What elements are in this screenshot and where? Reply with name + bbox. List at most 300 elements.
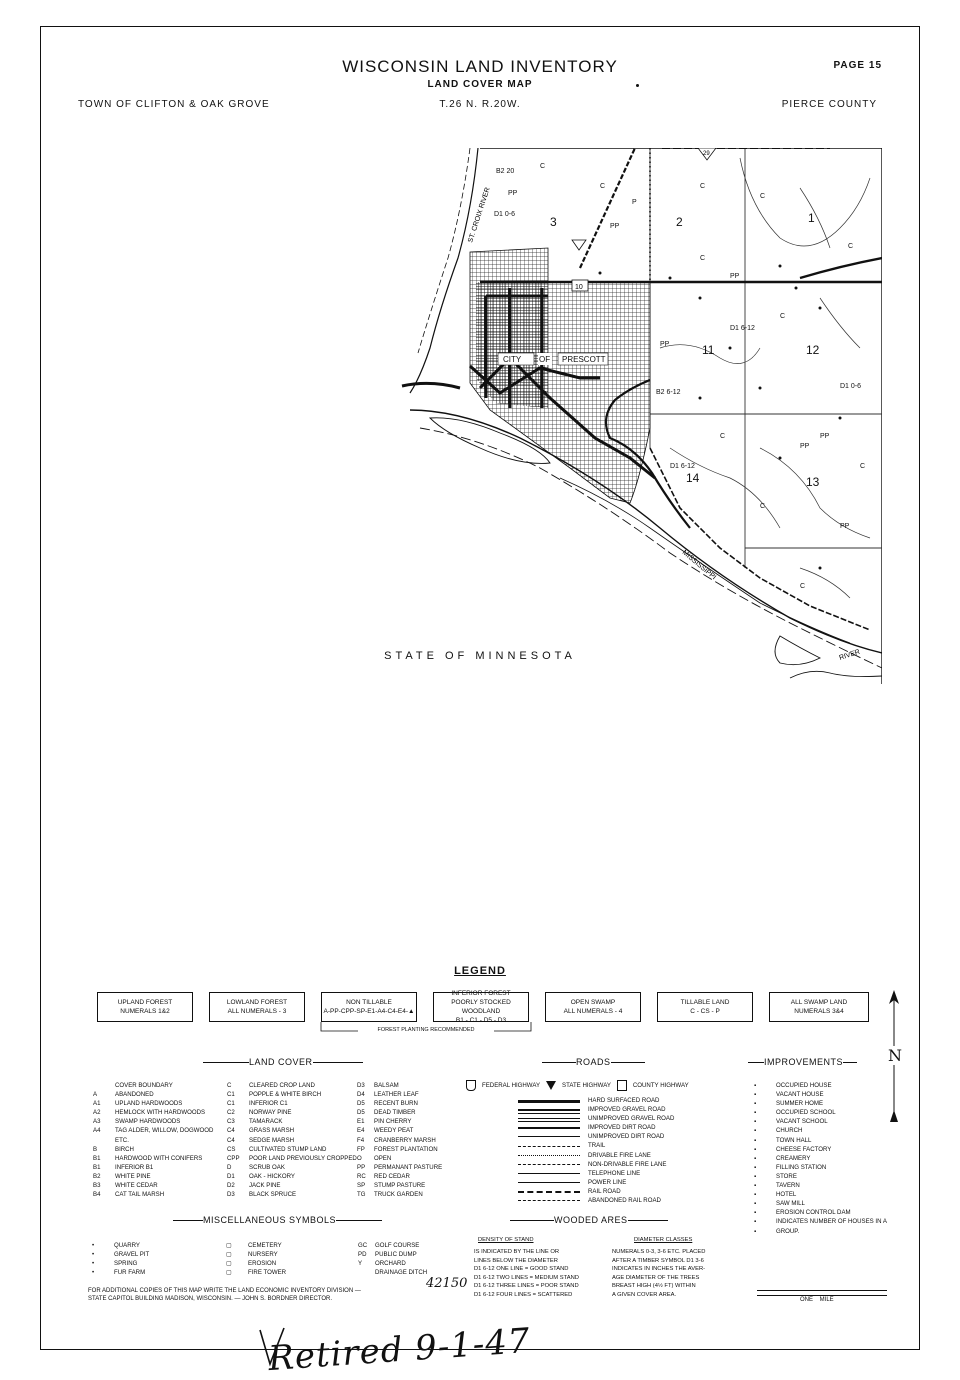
legend-label: FILLING STATION xyxy=(776,1163,827,1171)
legend-entry xyxy=(93,1172,213,1181)
road-line-symbol xyxy=(518,1132,580,1141)
legend-label: TAVERN xyxy=(776,1182,800,1190)
legend-entry xyxy=(357,1154,442,1163)
legend-label: TRAIL xyxy=(588,1142,606,1150)
legend-label: CHEESE FACTORY xyxy=(776,1145,832,1153)
legend-entry xyxy=(93,1190,213,1199)
legend-label: BLACK SPRUCE xyxy=(249,1191,297,1199)
legend-label: FOREST PLANTATION xyxy=(374,1145,438,1153)
legend-label: UNIMPROVED DIRT ROAD xyxy=(588,1133,665,1141)
legend-code: GC xyxy=(358,1242,368,1249)
section-14: 14 xyxy=(686,471,700,485)
legend-entry xyxy=(93,1126,213,1135)
legend-label: EROSION xyxy=(248,1260,277,1268)
legend-code: B xyxy=(93,1145,98,1153)
legend-label: VACANT HOUSE xyxy=(776,1091,824,1099)
legend-code: C4 xyxy=(227,1127,235,1135)
page-number: PAGE 15 xyxy=(833,60,882,71)
handwritten-number: 42150 xyxy=(426,1276,468,1291)
svg-text:C: C xyxy=(760,503,766,510)
legend-label: SAW MILL xyxy=(776,1200,805,1208)
symbol-icon: ▪ xyxy=(754,1191,757,1199)
road-line-symbol xyxy=(518,1114,580,1123)
legend-entry xyxy=(518,1123,674,1132)
legend-label: PERMANANT PASTURE xyxy=(374,1163,443,1171)
svg-text:B2 20: B2 20 xyxy=(496,168,515,175)
legend-line: AGE DIAMETER OF THE TREES xyxy=(612,1274,700,1281)
legend-code: C3 xyxy=(227,1118,235,1126)
svg-text:PP: PP xyxy=(610,223,620,230)
legend-label: COVER BOUNDARY xyxy=(115,1082,173,1089)
map-subtitle: LAND COVER MAP xyxy=(427,79,533,90)
misc-list-1 xyxy=(92,1241,149,1277)
legend-entry xyxy=(227,1108,357,1117)
legend-entry xyxy=(518,1141,674,1150)
road-line-symbol xyxy=(518,1096,580,1105)
symbol-icon: ▪ xyxy=(754,1172,757,1180)
legend-code: C xyxy=(227,1082,232,1089)
section-3: 3 xyxy=(550,215,557,229)
legend-entry xyxy=(227,1081,357,1090)
road-line-symbol xyxy=(518,1196,580,1205)
legend-label: OPEN xyxy=(374,1154,392,1162)
legend-label: LEATHER LEAF xyxy=(374,1091,419,1099)
of-label: OF xyxy=(539,355,551,364)
legend-entry xyxy=(227,1154,357,1163)
legend-box-inferior-forest: INFERIOR FOREST POORLY STOCKED WOODLAND B1 - C1 - D5 - D3 xyxy=(433,992,529,1022)
legend-entry xyxy=(518,1151,674,1160)
legend-label: VACANT SCHOOL xyxy=(776,1118,828,1126)
svg-text:D1 6-12: D1 6-12 xyxy=(730,325,755,332)
legend-entry xyxy=(227,1190,357,1199)
legend-entry xyxy=(93,1117,213,1126)
road-line-symbol xyxy=(518,1142,580,1151)
legend-entry xyxy=(754,1172,887,1181)
svg-text:PP: PP xyxy=(730,273,740,280)
legend-line: AFTER A TIMBER SYMBOL D1 3-6 xyxy=(612,1257,704,1264)
legend-entry xyxy=(357,1163,442,1172)
legend-label: OCCUPIED SCHOOL xyxy=(776,1109,836,1117)
federal-highway-icon xyxy=(466,1080,476,1091)
legend-code: A1 xyxy=(93,1100,101,1108)
land-cover-list-1 xyxy=(93,1081,213,1199)
legend-label: IMPROVED DIRT ROAD xyxy=(588,1124,656,1132)
forest-planting-label: FOREST PLANTING RECOMMENDED xyxy=(377,1027,475,1033)
legend-label: SPRING xyxy=(114,1260,138,1268)
legend-code: PP xyxy=(357,1163,366,1171)
legend-label: JACK PINE xyxy=(249,1182,281,1190)
legend-label: DEAD TIMBER xyxy=(374,1109,416,1117)
symbol-icon: • xyxy=(92,1242,95,1249)
legend-code: D3 xyxy=(227,1191,235,1199)
symbol-icon: • xyxy=(92,1269,95,1277)
legend-label: TAMARACK xyxy=(249,1118,283,1126)
legend-entry xyxy=(357,1117,442,1126)
legend-code: D4 xyxy=(357,1091,365,1099)
retired-signature: Retired 9-1-47 xyxy=(266,1320,532,1380)
prescott-label: PRESCOTT xyxy=(562,355,606,364)
map-title: WISCONSIN LAND INVENTORY xyxy=(342,57,618,76)
legend-code: B1 xyxy=(93,1154,101,1162)
highway-29 xyxy=(580,148,635,268)
svg-text:C: C xyxy=(720,433,726,440)
svg-text:B2 6-12: B2 6-12 xyxy=(656,389,681,396)
legend-entry xyxy=(226,1250,286,1259)
legend-entry xyxy=(518,1105,674,1114)
legend-label: HOTEL xyxy=(776,1191,797,1199)
svg-text:C: C xyxy=(600,183,606,190)
legend-entry xyxy=(93,1108,213,1117)
legend-entry xyxy=(92,1259,149,1268)
road-line-symbol xyxy=(518,1105,580,1114)
legend-label: DRAINAGE DITCH xyxy=(375,1269,428,1277)
legend-entry xyxy=(518,1160,674,1169)
highway-types: FEDERAL HIGHWAY STATE HIGHWAY COUNTY HIGHWAY xyxy=(466,1080,689,1091)
symbol-icon: • xyxy=(92,1260,95,1268)
legend-label: INFERIOR B1 xyxy=(115,1163,154,1171)
legend-code: C2 xyxy=(227,1109,235,1117)
shield-29: 29 xyxy=(703,151,710,157)
legend-label: BALSAM xyxy=(374,1082,399,1089)
legend-entry xyxy=(357,1181,442,1190)
legend-line: LINES BELOW THE DIAMETER xyxy=(474,1257,558,1264)
legend-label: OCCUPIED HOUSE xyxy=(776,1082,832,1089)
legend-label: NORWAY PINE xyxy=(249,1109,292,1117)
county-highway-icon xyxy=(617,1080,627,1091)
legend-entry xyxy=(518,1114,674,1123)
symbol-icon: ▢ xyxy=(226,1242,232,1249)
scale-label: ONE MILE xyxy=(800,1297,834,1303)
legend-code: E1 xyxy=(357,1118,365,1126)
svg-text:C: C xyxy=(540,163,546,170)
legend-label: RECENT BURN xyxy=(374,1100,418,1108)
legend-entry xyxy=(358,1259,427,1268)
symbol-icon: ▢ xyxy=(226,1269,232,1277)
misc-symbols-heading: MISCELLANEOUS SYMBOLS xyxy=(173,1215,382,1225)
diameter-heading: DIAMETER CLASSES xyxy=(634,1237,693,1243)
legend-label: HARD SURFACED ROAD xyxy=(588,1097,660,1104)
legend-label: ETC. xyxy=(115,1136,129,1144)
legend-label: BIRCH xyxy=(115,1145,134,1153)
symbol-icon: ▪ xyxy=(754,1218,757,1226)
section-12: 12 xyxy=(806,343,820,357)
legend-code: CPP xyxy=(227,1154,240,1162)
legend-label: WEEDY PEAT xyxy=(374,1127,414,1135)
legend-entry xyxy=(93,1181,213,1190)
legend-label: SWAMP HARDWOODS xyxy=(115,1118,181,1126)
legend-entry xyxy=(754,1190,887,1199)
legend-code: A3 xyxy=(93,1118,101,1126)
legend-label: EROSION CONTROL DAM xyxy=(776,1209,851,1217)
legend-entry xyxy=(357,1090,442,1099)
section-13: 13 xyxy=(806,475,820,489)
legend-label: GRAVEL PIT xyxy=(114,1251,150,1259)
st-croix-shore xyxy=(410,148,478,393)
legend-label: PUBLIC DUMP xyxy=(375,1251,417,1259)
svg-text:C: C xyxy=(700,255,706,262)
legend-entry xyxy=(754,1208,887,1217)
roads-heading: ROADS xyxy=(542,1057,645,1067)
legend-entry xyxy=(227,1172,357,1181)
legend-label: TRUCK GARDEN xyxy=(374,1191,423,1199)
legend-code: C4 xyxy=(227,1136,235,1144)
legend-label: SUMMER HOME xyxy=(776,1100,824,1108)
symbol-icon: ▪ xyxy=(754,1091,757,1099)
legend-box-tillable-land: TILLABLE LAND C - CS - P xyxy=(657,992,753,1022)
legend-entry xyxy=(518,1187,674,1196)
mississippi-label: MISSISSIPPI xyxy=(680,549,718,582)
legend-label: ABANDONED RAIL ROAD xyxy=(588,1197,661,1205)
legend-entry xyxy=(93,1090,213,1099)
legend-entry xyxy=(93,1154,213,1163)
ink-dot xyxy=(636,84,639,87)
legend-entry xyxy=(92,1268,149,1277)
legend-entry xyxy=(357,1145,442,1154)
legend-entry xyxy=(754,1117,887,1126)
legend-entry xyxy=(754,1108,887,1117)
legend-code: O xyxy=(357,1154,362,1162)
roads-list xyxy=(518,1096,674,1205)
svg-text:C: C xyxy=(860,463,866,470)
st-croix-label: ST. CROIX RIVER xyxy=(467,186,492,244)
legend-code: C1 xyxy=(227,1091,235,1099)
legend-entry xyxy=(226,1268,286,1277)
road-line-symbol xyxy=(518,1178,580,1187)
legend-label: POOR LAND PREVIOUSLY CROPPED xyxy=(249,1154,357,1162)
symbol-icon: ▪ xyxy=(754,1209,757,1217)
symbol-icon: ▪ xyxy=(754,1100,757,1108)
legend-line: INDICATES IN INCHES THE AVER- xyxy=(612,1266,706,1273)
diameter-list xyxy=(612,1248,705,1300)
legend-entry xyxy=(93,1163,213,1172)
legend-code: B3 xyxy=(93,1182,101,1190)
north-label: N xyxy=(888,1046,902,1065)
legend-box-upland-forest: UPLAND FOREST NUMERALS 1&2 xyxy=(97,992,193,1022)
improvements-list xyxy=(754,1081,887,1236)
land-cover-map xyxy=(400,148,882,688)
legend-label: SCRUB OAK xyxy=(249,1163,285,1171)
svg-text:C: C xyxy=(848,243,854,250)
legend-entry xyxy=(754,1145,887,1154)
legend-label: OAK - HICKORY xyxy=(249,1172,295,1180)
legend-label: CRANBERRY MARSH xyxy=(374,1136,436,1144)
legend-box-lowland-forest: LOWLAND FOREST ALL NUMERALS - 3 xyxy=(209,992,305,1022)
legend-code: SP xyxy=(357,1182,366,1190)
symbol-icon: ▪ xyxy=(754,1127,757,1135)
legend-entry xyxy=(227,1163,357,1172)
symbol-icon: ▪ xyxy=(754,1082,757,1089)
legend-entry xyxy=(227,1099,357,1108)
legend-label: FUR FARM xyxy=(114,1269,146,1277)
legend-label: ABANDONED xyxy=(115,1091,154,1099)
road-line-symbol xyxy=(518,1123,580,1132)
legend-entry xyxy=(754,1227,887,1236)
svg-text:PP: PP xyxy=(508,190,518,197)
legend-entry xyxy=(518,1178,674,1187)
legend-label: ORCHARD xyxy=(375,1260,406,1268)
legend-line: IS INDICATED BY THE LINE OR xyxy=(474,1249,560,1255)
legend-code: A xyxy=(93,1091,98,1099)
density-list xyxy=(474,1248,579,1300)
legend-entry xyxy=(358,1268,427,1277)
legend-entry xyxy=(754,1090,887,1099)
road-line-symbol xyxy=(518,1151,580,1160)
symbol-icon: ▪ xyxy=(754,1163,757,1171)
county-name: PIERCE COUNTY xyxy=(781,99,877,110)
legend-label: CEMETERY xyxy=(248,1242,282,1249)
legend-entry xyxy=(357,1108,442,1117)
symbol-icon: ▪ xyxy=(754,1227,757,1235)
legend-entry xyxy=(93,1099,213,1108)
state-highway-icon xyxy=(546,1081,556,1090)
legend-entry xyxy=(227,1126,357,1135)
legend-label: TELEPHONE LINE xyxy=(588,1169,641,1177)
legend-entry xyxy=(226,1259,286,1268)
legend-entry xyxy=(518,1196,674,1205)
legend-entry xyxy=(357,1081,442,1090)
svg-text:C: C xyxy=(780,313,786,320)
symbol-icon: • xyxy=(92,1251,95,1259)
legend-entry xyxy=(227,1136,357,1145)
legend-label: TAG ALDER, WILLOW, DOGWOOD xyxy=(115,1127,214,1135)
legend-entry xyxy=(357,1099,442,1108)
svg-text:C: C xyxy=(760,193,766,200)
legend-label: NON-DRIVABLE FIRE LANE xyxy=(588,1160,667,1168)
legend-code: PD xyxy=(358,1251,367,1259)
legend-label: NURSERY xyxy=(248,1251,278,1259)
legend-label: HARDWOOD WITH CONIFERS xyxy=(115,1154,203,1162)
legend-label: GRASS MARSH xyxy=(249,1127,295,1135)
legend-code: B2 xyxy=(93,1172,101,1180)
legend-entry xyxy=(358,1241,427,1250)
legend-label: CHURCH xyxy=(776,1127,803,1135)
legend-line: D1 6-12 TWO LINES = MEDIUM STAND xyxy=(474,1274,579,1281)
legend-code: FP xyxy=(357,1145,365,1153)
legend-title: LEGEND xyxy=(454,965,506,977)
misc-list-3 xyxy=(358,1241,427,1277)
legend-entry xyxy=(357,1190,442,1199)
state-highway-shield xyxy=(572,240,586,250)
density-heading: DENSITY OF STAND xyxy=(478,1237,534,1243)
state-label: STATE OF MINNESOTA xyxy=(384,650,576,662)
legend-label: GROUP. xyxy=(776,1227,800,1235)
legend-label: STUMP PASTURE xyxy=(374,1182,426,1190)
legend-code: TG xyxy=(357,1191,366,1199)
legend-code: CS xyxy=(227,1145,236,1153)
section-1: 1 xyxy=(808,211,815,225)
land-cover-list-2 xyxy=(227,1081,357,1199)
legend-label: WHITE PINE xyxy=(115,1172,151,1180)
legend-label: RAIL ROAD xyxy=(588,1187,621,1195)
legend-code: D5 xyxy=(357,1100,365,1108)
legend-label: GOLF COURSE xyxy=(375,1242,420,1249)
legend-label: QUARRY xyxy=(114,1242,140,1249)
symbol-icon: ▢ xyxy=(226,1251,232,1259)
legend-box-non-tillable: NON TILLABLE A-PP-CPP-SP-E1-A4-C4-E4-▲ xyxy=(321,992,417,1022)
svg-text:C: C xyxy=(700,183,706,190)
legend-label: UNIMPROVED GRAVEL ROAD xyxy=(588,1115,675,1123)
legend-label: SEDGE MARSH xyxy=(249,1136,295,1144)
town-name: TOWN OF CLIFTON & OAK GROVE xyxy=(78,99,270,110)
legend-code: D xyxy=(227,1163,232,1171)
legend-label: RED CEDAR xyxy=(374,1172,410,1180)
legend-label: POPPLE & WHITE BIRCH xyxy=(249,1091,322,1099)
legend-entry xyxy=(227,1145,357,1154)
legend-box-open-swamp: OPEN SWAMP ALL NUMERALS - 4 xyxy=(545,992,641,1022)
legend-entry xyxy=(518,1132,674,1141)
symbol-icon: ▪ xyxy=(754,1118,757,1126)
legend-box-all-swamp: ALL SWAMP LAND NUMERALS 3&4 xyxy=(769,992,869,1022)
legend-entry xyxy=(518,1096,674,1105)
legend-label: INFERIOR C1 xyxy=(249,1100,288,1108)
legend-code: D2 xyxy=(227,1182,235,1190)
footer-note: FOR ADDITIONAL COPIES OF THIS MAP WRITE THE LAND ECONOMIC INVENTORY DIVISION — STATE CAPITOL BUILDING MADISON, WISCONSIN. — JOHN S. BORDNER DIRECTOR. xyxy=(88,1288,361,1302)
legend-line: BREAST HIGH (4½ FT) WITHIN xyxy=(612,1283,696,1290)
legend-code: A4 xyxy=(93,1127,101,1135)
legend-label: PIN CHERRY xyxy=(374,1118,412,1126)
legend-entry xyxy=(358,1250,427,1259)
legend-label: TOWN HALL xyxy=(776,1136,812,1144)
misc-list-2 xyxy=(226,1241,286,1277)
legend-entry xyxy=(93,1081,213,1090)
legend-label: FIRE TOWER xyxy=(248,1269,287,1277)
symbol-icon: ▪ xyxy=(754,1109,757,1117)
legend-entry xyxy=(93,1145,213,1154)
svg-text:D1 0-6: D1 0-6 xyxy=(494,211,516,218)
improvements-heading: IMPROVEMENTS xyxy=(748,1057,857,1067)
legend-entry xyxy=(754,1163,887,1172)
svg-text:D1 0-6: D1 0-6 xyxy=(840,383,862,390)
legend-label: CAT TAIL MARSH xyxy=(115,1191,165,1199)
legend-code: D1 xyxy=(227,1172,235,1180)
wooded-areas-heading: WOODED ARES xyxy=(510,1215,668,1225)
symbol-icon: ▢ xyxy=(226,1260,232,1268)
svg-text:P: P xyxy=(632,199,637,206)
legend-entry xyxy=(754,1081,887,1090)
legend-entry xyxy=(357,1126,442,1135)
legend-label: WHITE CEDAR xyxy=(115,1182,158,1190)
legend-code: E4 xyxy=(357,1127,365,1135)
road-line-symbol xyxy=(518,1169,580,1178)
legend-code: D5 xyxy=(357,1109,365,1117)
city-label: CITY xyxy=(503,355,522,364)
symbol-icon: ▪ xyxy=(754,1145,757,1153)
legend-label: CREAMERY xyxy=(776,1154,811,1162)
svg-text:D1 6-12: D1 6-12 xyxy=(670,463,695,470)
symbol-icon: ▪ xyxy=(754,1200,757,1208)
township-range: T.26 N. R.20W. xyxy=(439,99,521,110)
legend-line: D1 6-12 THREE LINES = POOR STAND xyxy=(474,1283,579,1290)
svg-text:PP: PP xyxy=(820,433,830,440)
legend-line: NUMERALS 0-3, 3-6 ETC. PLACED xyxy=(612,1249,706,1255)
legend-code: B4 xyxy=(93,1191,101,1199)
legend-code: C1 xyxy=(227,1100,235,1108)
legend-label: UPLAND HARDWOODS xyxy=(115,1100,183,1108)
legend-code: RC xyxy=(357,1172,366,1180)
road-line-symbol xyxy=(518,1187,580,1196)
legend-code: Y xyxy=(358,1260,363,1268)
legend-entry xyxy=(518,1169,674,1178)
legend-line: D1 6-12 ONE LINE = GOOD STAND xyxy=(474,1266,569,1273)
legend-line: D1 6-12 FOUR LINES = SCATTERED xyxy=(474,1291,573,1298)
legend-entry xyxy=(754,1099,887,1108)
symbol-icon: ▪ xyxy=(754,1154,757,1162)
legend-entry xyxy=(754,1199,887,1208)
section-2: 2 xyxy=(676,215,683,229)
legend-line: A GIVEN COVER AREA. xyxy=(612,1291,677,1298)
legend-entry xyxy=(93,1136,213,1145)
legend-code: A2 xyxy=(93,1109,101,1117)
